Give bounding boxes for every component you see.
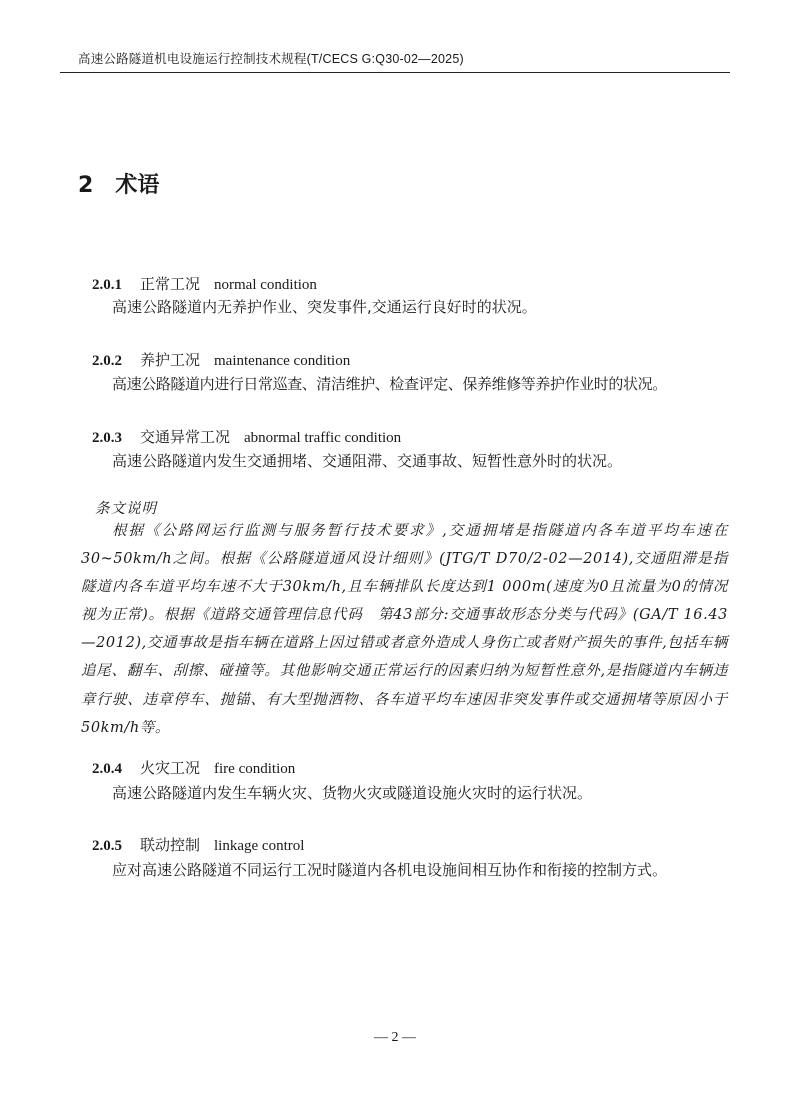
explanatory-note-text: 根据《公路网运行监测与服务暂行技术要求》,交通拥堵是指隧道内各车道平均车速在30~50km/h之间。根据《公路隧道通风设计细则》(JTG/T D70/2-02—2014),交通阻滞是指隧道内各车道平均车速不大于30km/h,且车辆排队长度达到1 000m(速度为0且流量为0的情况视为正常)。根据《道路交通管理信息代码 第43部分:交通事故形态分类与代码》(GA/T 16.43—2012),交通事故是指车辆在道路上因过错或者意外造成人身伤亡或者财产损失的事件,包括车辆追尾、翻车、刮擦、碰撞等。其他影响交通正常运行的因素归纳为短暂性意外,是指隧道内车辆违章行驶、违章停车、抛锚、有大型抛洒物、各车道平均车速因非突发事件或交通拥堵等原因小于50km/h等。 xyxy=(81,523,728,736)
term-name-en: linkage control xyxy=(214,838,305,854)
term-number: 2.0.1 xyxy=(92,277,122,293)
header-rule xyxy=(60,72,730,73)
term-definition-2-0-3: 高速公路隧道内发生交通拥堵、交通阻滞、交通事故、短暂性意外时的状况。 xyxy=(112,452,623,470)
term-name-zh: 养护工况 xyxy=(140,351,201,369)
chapter-number: 2 xyxy=(78,173,94,198)
term-name-zh: 正常工况 xyxy=(140,275,201,293)
term-heading-2-0-5 xyxy=(92,834,304,855)
term-name-en: fire condition xyxy=(214,761,296,777)
term-name-zh: 联动控制 xyxy=(140,836,201,854)
term-heading-2-0-1 xyxy=(92,273,317,294)
term-name-zh: 火灾工况 xyxy=(140,759,201,777)
page-number: — 2 — xyxy=(374,1030,416,1045)
term-name-zh: 交通异常工况 xyxy=(140,428,231,446)
term-heading-2-0-2 xyxy=(92,349,350,370)
chapter-heading xyxy=(78,168,159,199)
term-definition-2-0-5: 应对高速公路隧道不同运行工况时隧道内各机电设施间相互协作和衔接的控制方式。 xyxy=(112,861,668,879)
term-number: 2.0.2 xyxy=(92,353,122,369)
term-definition-2-0-4: 高速公路隧道内发生车辆火灾、货物火灾或隧道设施火灾时的运行状况。 xyxy=(112,784,593,802)
running-header: 高速公路隧道机电设施运行控制技术规程(T/CECS G:Q30-02—2025) xyxy=(78,52,464,66)
term-heading-2-0-3 xyxy=(92,426,401,447)
term-number: 2.0.3 xyxy=(92,430,122,446)
term-number: 2.0.5 xyxy=(92,838,122,854)
term-definition-2-0-2: 高速公路隧道内进行日常巡查、清洁维护、检查评定、保养维修等养护作业时的状况。 xyxy=(112,375,667,393)
term-name-en: abnormal traffic condition xyxy=(244,430,402,446)
term-number: 2.0.4 xyxy=(92,761,122,777)
term-heading-2-0-4 xyxy=(92,757,295,778)
explanatory-note-label: 条文说明 xyxy=(95,501,157,517)
term-name-en: maintenance condition xyxy=(214,353,351,369)
chapter-title: 术语 xyxy=(115,173,160,198)
term-name-en: normal condition xyxy=(214,277,317,293)
term-definition-2-0-1: 高速公路隧道内无养护作业、突发事件,交通运行良好时的状况。 xyxy=(112,298,537,316)
